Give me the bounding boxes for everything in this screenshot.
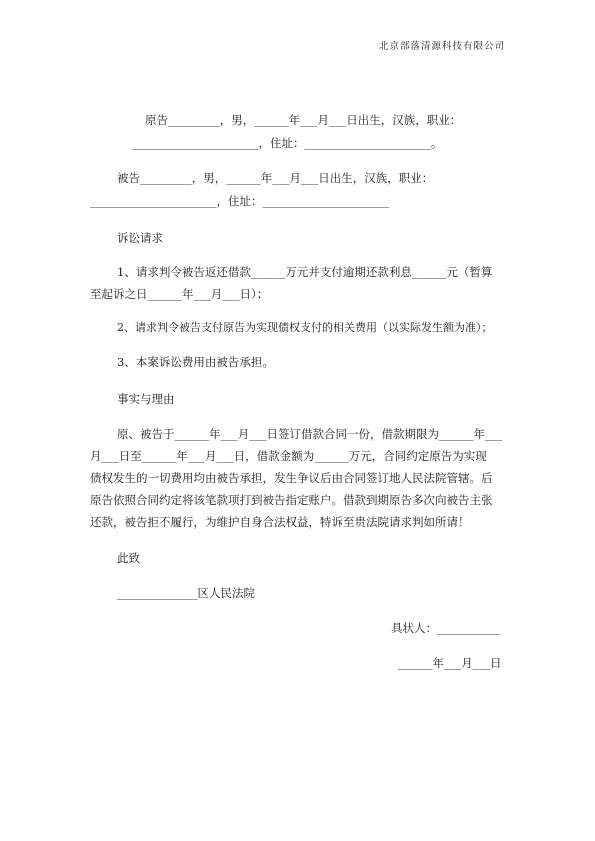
facts-line-5: 还款，被告拒不履行，为维护自身合法权益，特诉至贵法院请求判如所请！ [90,515,470,529]
facts-heading: 事实与理由 [117,392,175,406]
claim-3: 3、本案诉讼费用由被告承担。 [117,355,274,369]
claim-2: 2、请求判令被告支付原告为实现债权支付的相关费用（以实际发生额为准）； [117,321,493,334]
facts-line-1: 原、被告于______年___月___日签订借款合同一份，借款期限为______年___ [117,427,503,441]
signer-line: 具状人：___________ [391,621,501,635]
plaintiff-line-1: 原告_________，男，______年___月___日出生，汉族，职业： [145,113,462,127]
claims-heading: 诉讼请求 [117,231,163,245]
facts-line-3: 债权发生的一切费用均由被告承担，发生争议后由合同签订地人民法院管辖。后 [90,471,493,485]
facts-line-2: 月___日至______年___月___日，借款金额为______万元，合同约定原告为实现 [90,449,487,463]
claim-1-line-1: 1、请求判令被告返还借款______万元并支付逾期还款利息______元（暂算 [117,265,493,279]
court-name: ______________区人民法院 [117,586,255,600]
plaintiff-line-2: ______________________，住址：______________________。 [132,136,443,150]
claim-1-line-2: 至起诉之日______年___月___日）； [90,287,269,301]
salutation: 此致 [117,551,140,565]
company-header: 北京部落清源科技有限公司 [378,41,505,52]
date-line: ______年___月___日 [398,656,502,670]
defendant-line-1: 被告_________，男，______年___月___日出生，汉族，职业： [117,171,434,185]
facts-line-4: 原告依照合同约定将该笔款项打到被告指定账户。借款到期原告多次向被告主张 [90,493,493,507]
defendant-line-2: ______________________，住址：______________________ [90,194,389,208]
